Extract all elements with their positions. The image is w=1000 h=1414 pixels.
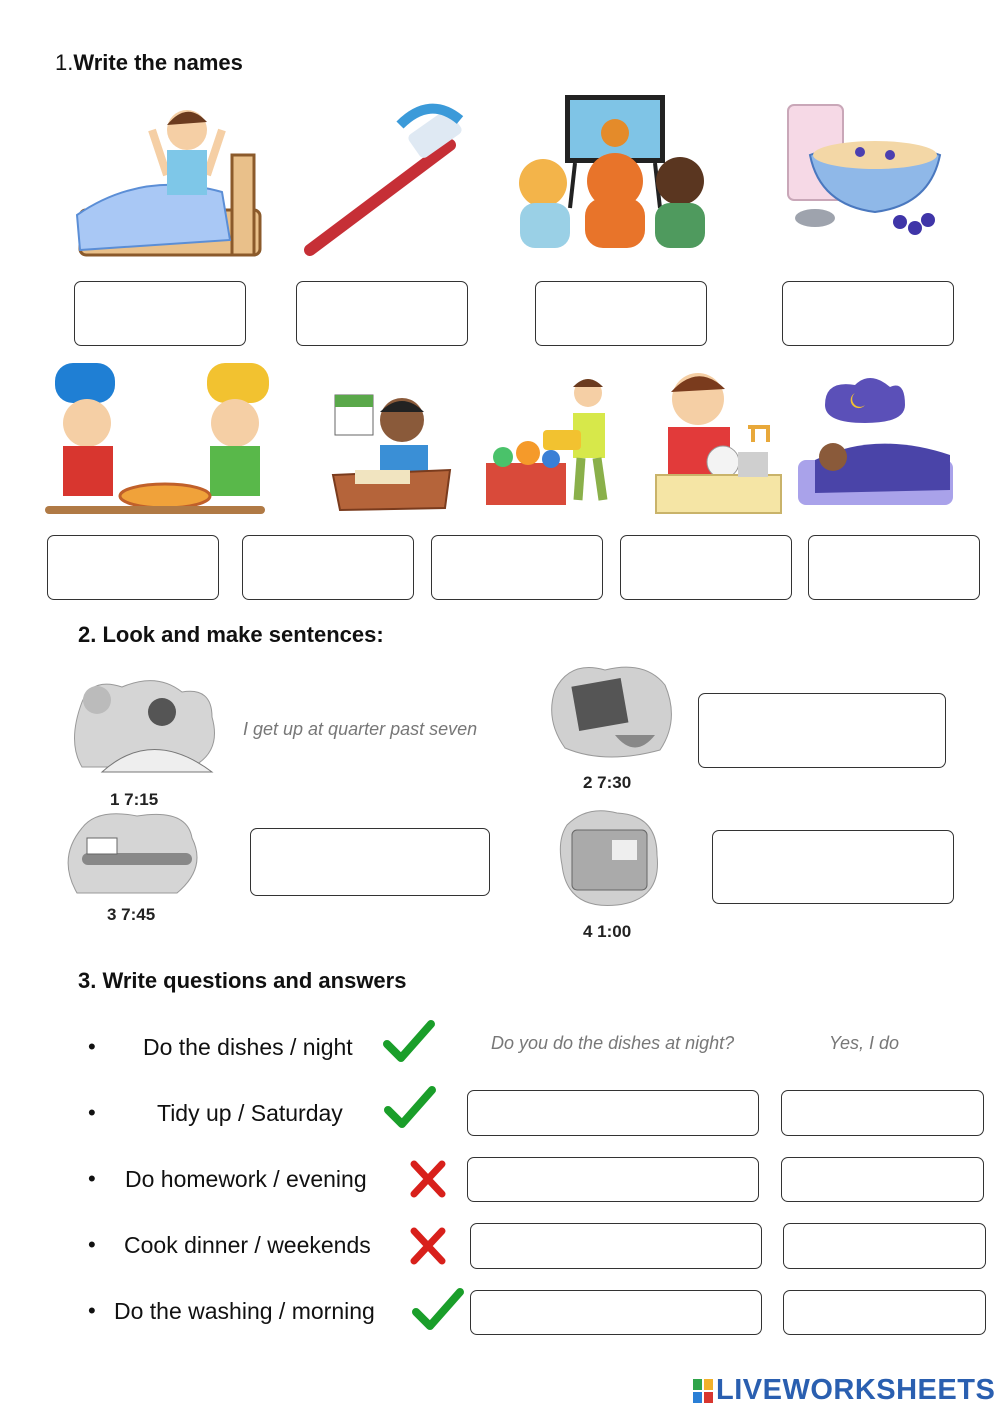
name-answer-7[interactable]: [431, 535, 603, 600]
qa-phrase-2: Tidy up / Saturday: [157, 1100, 343, 1126]
bullet-4: •: [88, 1232, 96, 1257]
cooking-pizza-picture: [45, 358, 280, 523]
check-icon: [384, 1086, 436, 1128]
qa-phrase-1: Do the dishes / night: [143, 1034, 353, 1060]
sentence-caption-1: 1 7:15: [110, 790, 159, 809]
toothbrush-picture: [300, 100, 465, 260]
name-answer-4[interactable]: [782, 281, 954, 346]
sentence-example: I get up at quarter past seven: [243, 719, 478, 739]
sentence-picture-2: [545, 660, 680, 765]
name-answer-6[interactable]: [242, 535, 414, 600]
bullet-3: •: [88, 1166, 96, 1191]
cross-icon: [408, 1158, 448, 1200]
qa-question-answer-3[interactable]: [467, 1157, 759, 1202]
sentence-caption-2: 2 7:30: [583, 773, 632, 792]
qa-short-answer-4[interactable]: [783, 1223, 986, 1269]
qa-phrase-4: Cook dinner / weekends: [124, 1232, 371, 1258]
bullet-1: •: [88, 1034, 96, 1059]
qa-phrase-5: Do the washing / morning: [114, 1298, 375, 1324]
brand-text: LIVEWORKSHEETS: [716, 1374, 996, 1406]
qa-question-answer-2[interactable]: [467, 1090, 759, 1136]
tidy-up-toys-picture: [483, 375, 623, 510]
watching-tv-picture: [515, 93, 710, 253]
qa-phrase-3: Do homework / evening: [125, 1166, 367, 1192]
qa-example-answer: Yes, I do: [829, 1033, 900, 1053]
cross-icon: [408, 1225, 448, 1267]
doing-homework-picture: [330, 390, 455, 515]
qa-question-answer-4[interactable]: [470, 1223, 762, 1269]
qa-example-question: Do you do the dishes at night?: [491, 1033, 735, 1053]
liveworksheets-icon: [692, 1378, 714, 1404]
name-answer-3[interactable]: [535, 281, 707, 346]
sentence-picture-1: [62, 672, 227, 784]
bullet-5: •: [88, 1298, 96, 1323]
sentence-picture-4: [557, 805, 662, 913]
wake-up-in-bed-picture: [72, 100, 267, 270]
sentence-caption-4: 4 1:00: [583, 922, 632, 941]
check-icon: [412, 1288, 464, 1330]
name-answer-5[interactable]: [47, 535, 219, 600]
breakfast-cereal-picture: [780, 100, 945, 240]
qa-question-answer-5[interactable]: [470, 1290, 762, 1335]
qa-short-answer-3[interactable]: [781, 1157, 984, 1202]
check-icon: [383, 1020, 435, 1062]
section2-title: 2. Look and make sentences:: [78, 622, 384, 647]
qa-short-answer-2[interactable]: [781, 1090, 984, 1136]
sentence-picture-3: [57, 808, 217, 900]
name-answer-2[interactable]: [296, 281, 468, 346]
washing-dishes-picture: [653, 367, 785, 515]
section1-number: 1.: [55, 50, 74, 75]
name-answer-8[interactable]: [620, 535, 792, 600]
name-answer-1[interactable]: [74, 281, 246, 346]
qa-short-answer-5[interactable]: [783, 1290, 986, 1335]
sentence-answer-3[interactable]: [250, 828, 490, 896]
bullet-2: •: [88, 1100, 96, 1125]
sentence-caption-3: 3 7:45: [107, 905, 156, 924]
section3-title: 3. Write questions and answers: [78, 968, 407, 993]
section1-title: Write the names: [73, 50, 243, 75]
sentence-answer-2[interactable]: [698, 693, 946, 768]
section1-heading: [55, 50, 243, 76]
going-to-bed-picture: [795, 375, 955, 510]
sentence-answer-4[interactable]: [712, 830, 954, 904]
liveworksheets-logo: [692, 1374, 995, 1407]
name-answer-9[interactable]: [808, 535, 980, 600]
